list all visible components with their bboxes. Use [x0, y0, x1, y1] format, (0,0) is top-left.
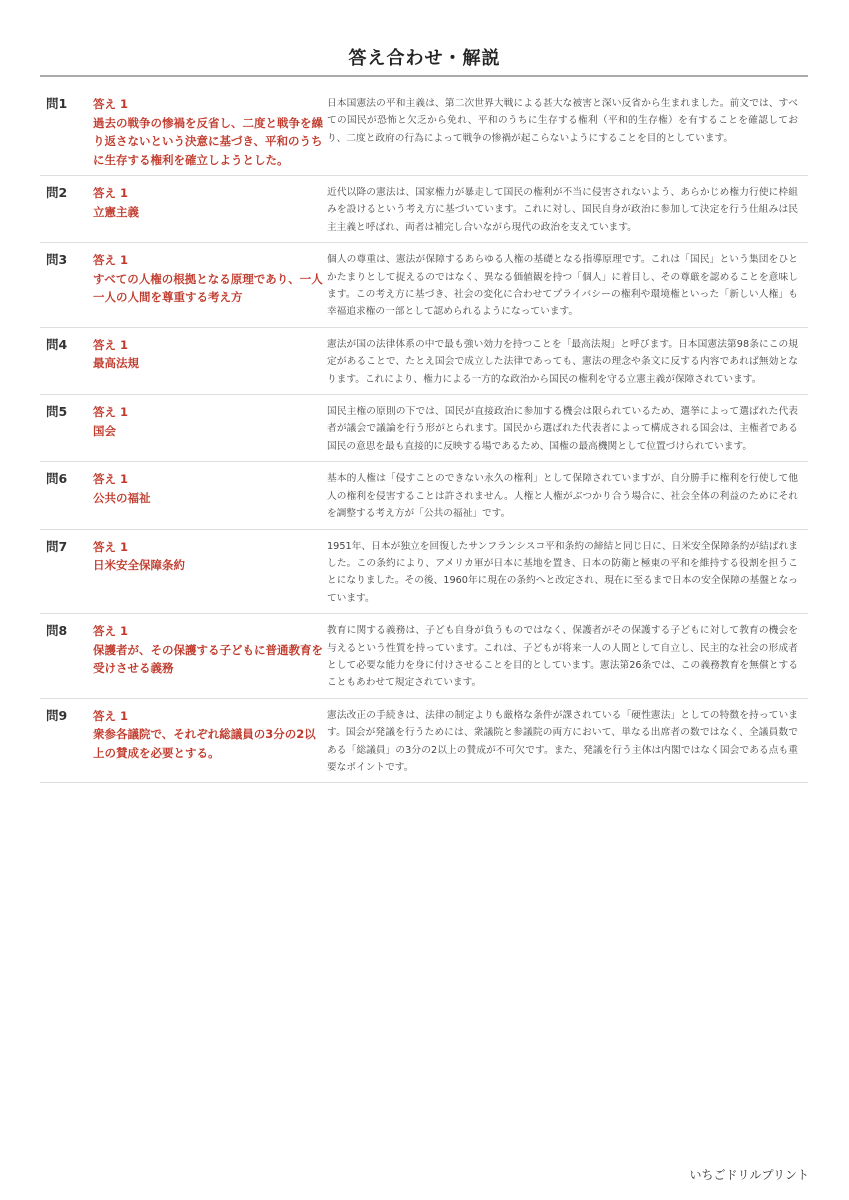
- answer-text: 衆参各議院で、それぞれ総議員の3分の2以上の賛成を必要とする。: [93, 727, 316, 760]
- answer-row-6: [40, 462, 808, 529]
- question-label: 問7: [46, 538, 68, 554]
- explanation-text: 近代以降の憲法は、国家権力が暴走して国民の権利が不当に侵害されないよう、あらかじめ権力行使に枠組みを設けるという考え方に基づいています。これに対し、国民自身が政治に参加して決定を行う仕組みは民主主義と呼ばれ、両者は補完し合いながら現代の政治を支えています。: [327, 187, 798, 233]
- answer-cell: [93, 336, 327, 388]
- answer-number: 答え 1: [93, 186, 129, 200]
- answer-number: 答え 1: [93, 337, 129, 352]
- answer-number: 答え 1: [93, 539, 129, 554]
- answer-number: 答え 1: [93, 708, 129, 723]
- question-label: 問9: [46, 707, 68, 723]
- answer-text: 日米安全保障条約: [93, 558, 185, 572]
- explanation-text: 憲法改正の手続きは、法律の制定よりも厳格な条件が課されている「硬性憲法」としての特徴を持っています。国会が発議を行うためには、衆議院と参議院の両方において、単なる出席者の数ではなく、全議員数である「総議員」の3分の2以上の賛成が不可欠です。また、発議を行う主体は内閣ではなく国会である点も重要なポイントです。: [327, 709, 798, 773]
- answer-cell: [93, 95, 327, 169]
- answer-table: [40, 87, 808, 783]
- answer-row-1: [40, 87, 808, 176]
- question-label: 問1: [46, 96, 68, 111]
- answer-text: 公共の福祉: [93, 490, 151, 505]
- answer-cell: [93, 251, 327, 321]
- explanation-text: 1951年、日本が独立を回復したサンフランシスコ平和条約の締結と同じ日に、日米安全保障条約が結ばれました。この条約により、アメリカ軍が日本に基地を置き、日本の防衛と極東の平和を維持する役割を担うことになりました。その後、1960年に現在の条約へと改定され、現在に至るまで日本の安全保障の基盤となっています。: [327, 540, 798, 604]
- answer-row-9: [40, 699, 808, 784]
- explanation-text: 憲法が国の法律体系の中で最も強い効力を持つことを「最高法規」と呼びます。日本国憲法第98条にこの規定があることで、たとえ国会で成立した法律であっても、憲法の理念や条文に反する内容であれば無効となります。これにより、権力による一方的な政治から国民の権利を守る立憲主義が保障されています。: [327, 338, 798, 385]
- question-label: 問6: [46, 471, 68, 487]
- answer-cell: [93, 622, 327, 692]
- answer-number: 答え 1: [93, 472, 129, 487]
- answer-cell: [93, 184, 327, 236]
- answer-number: 答え 1: [93, 97, 129, 111]
- question-label: 問8: [46, 623, 68, 639]
- explanation-text: 教育に関する義務は、子ども自身が負うものではなく、保護者がその保護する子どもに対して教育の機会を与えるという性質を持っています。これは、子どもが将来一人の人間として自立し、民主的な社会の形成者として必要な能力を身に付けさせることを目的としています。憲法第26条では、この義務教育を無償とすることもあわせて規定されています。: [327, 625, 798, 689]
- answer-text: すべての人権の根拠となる原理であり、一人一人の人間を尊重する考え方: [93, 271, 323, 305]
- question-label: 問3: [46, 252, 68, 268]
- answer-number: 答え 1: [93, 405, 129, 420]
- answer-text: 立憲主義: [93, 204, 139, 219]
- title-divider: [40, 75, 808, 77]
- answer-row-2: [40, 176, 808, 243]
- answer-row-4: [40, 328, 808, 395]
- page-title: 答え合わせ・解説: [348, 48, 501, 69]
- question-label: 問2: [46, 185, 68, 200]
- answer-text: 最高法規: [93, 356, 139, 371]
- footer-brand: いちごドリルプリント: [689, 1168, 809, 1182]
- answer-text: 保護者が、その保護する子どもに普通教育を受けさせる義務: [93, 642, 323, 676]
- answer-row-8: [40, 614, 808, 699]
- explanation-text: 日本国憲法の平和主義は、第二次世界大戦による甚大な被害と深い反省から生まれました。前文では、すべての国民が恐怖と欠乏から免れ、平和のうちに生存する権利（平和的生存権）を有することを確認しており、二度と政府の行為によって戦争の惨禍が起こらないようにすることを目的としています。: [327, 98, 798, 144]
- answer-text: 国会: [93, 423, 116, 438]
- question-label: 問5: [46, 404, 68, 420]
- answer-number: 答え 1: [93, 624, 129, 639]
- explanation-text: 基本的人権は「侵すことのできない永久の権利」として保障されていますが、自分勝手に権利を行使して他人の権利を侵害することは許されません。人権と人権がぶつかり合う場合に、社会全体の利益のためにそれを調整する考え方が「公共の福祉」です。: [327, 473, 798, 520]
- answer-cell: [93, 707, 327, 777]
- answer-row-5: [40, 395, 808, 462]
- answer-cell: [93, 470, 327, 522]
- explanation-text: 個人の尊重は、憲法が保障するあらゆる人権の基礎となる指導原理です。これは「国民」という集団をひとかたまりとして捉えるのではなく、異なる価値観を持つ「個人」に着目し、その尊厳を認めることを意味します。この考え方に基づき、社会の変化に合わせてプライバシーの権利や環境権といった「新しい人権」も幸福追求権の一部として認められるようになっています。: [327, 254, 798, 318]
- answer-number: 答え 1: [93, 253, 129, 268]
- question-label: 問4: [46, 336, 68, 352]
- answer-row-3: [40, 243, 808, 328]
- answer-cell: [93, 403, 327, 455]
- explanation-text: 国民主権の原則の下では、国民が直接政治に参加する機会は限られているため、選挙によって選ばれた代表者が議会で議論を行う形がとられます。国民から選ばれた代表者によって構成される国会は、主権者である国民の意思を最も直接的に反映する場であるため、国権の最高機関として位置づけられています。: [327, 406, 798, 452]
- answer-cell: [93, 538, 327, 608]
- answer-text: 過去の戦争の惨禍を反省し、二度と戦争を繰り返さないという決意に基づき、平和のうちに生存する権利を確立しようとした。: [93, 115, 323, 167]
- answer-row-7: [40, 530, 808, 615]
